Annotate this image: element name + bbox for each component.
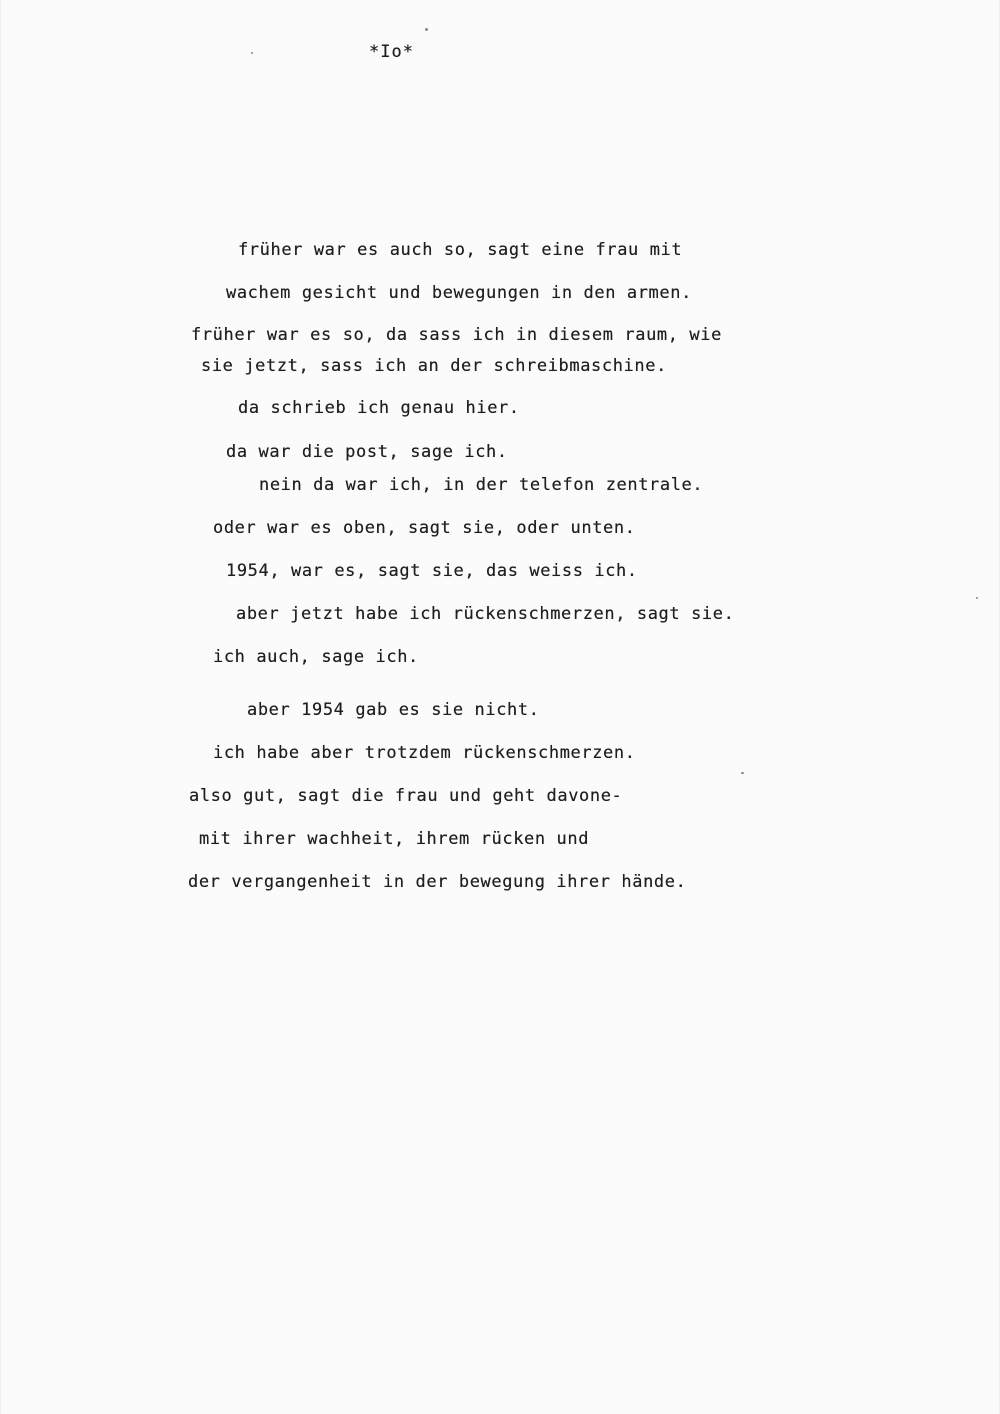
poem-line: da schrieb ich genau hier. (238, 398, 520, 418)
ink-speck (976, 597, 978, 599)
poem-line: nein da war ich, in der telefon zentrale. (259, 475, 704, 495)
poem-line: ich habe aber trotzdem rückenschmerzen. (213, 743, 636, 763)
poem-line: mit ihrer wachheit, ihrem rücken und (199, 829, 590, 849)
poem-line: oder war es oben, sagt sie, oder unten. (213, 518, 636, 538)
poem-line: früher war es auch so, sagt eine frau mit (238, 240, 683, 260)
poem-line: sie jetzt, sass ich an der schreibmaschine. (201, 356, 667, 376)
ink-speck (425, 28, 428, 31)
poem-line: 1954, war es, sagt sie, das weiss ich. (226, 561, 638, 581)
poem-line: also gut, sagt die frau und geht davone- (189, 786, 623, 806)
poem-line: da war die post, sage ich. (226, 442, 508, 462)
poem-line: wachem gesicht und bewegungen in den armen. (226, 283, 692, 303)
poem-line: aber jetzt habe ich rückenschmerzen, sagt sie. (236, 604, 735, 624)
ink-speck (251, 52, 253, 54)
poem-line: früher war es so, da sass ich in diesem raum, wie (191, 325, 722, 345)
poem-line: aber 1954 gab es sie nicht. (247, 700, 540, 720)
page-title: *Io* (369, 42, 414, 62)
poem-line: ich auch, sage ich. (213, 647, 419, 667)
ink-speck (741, 772, 744, 774)
poem-line: der vergangenheit in der bewegung ihrer hände. (188, 872, 687, 892)
